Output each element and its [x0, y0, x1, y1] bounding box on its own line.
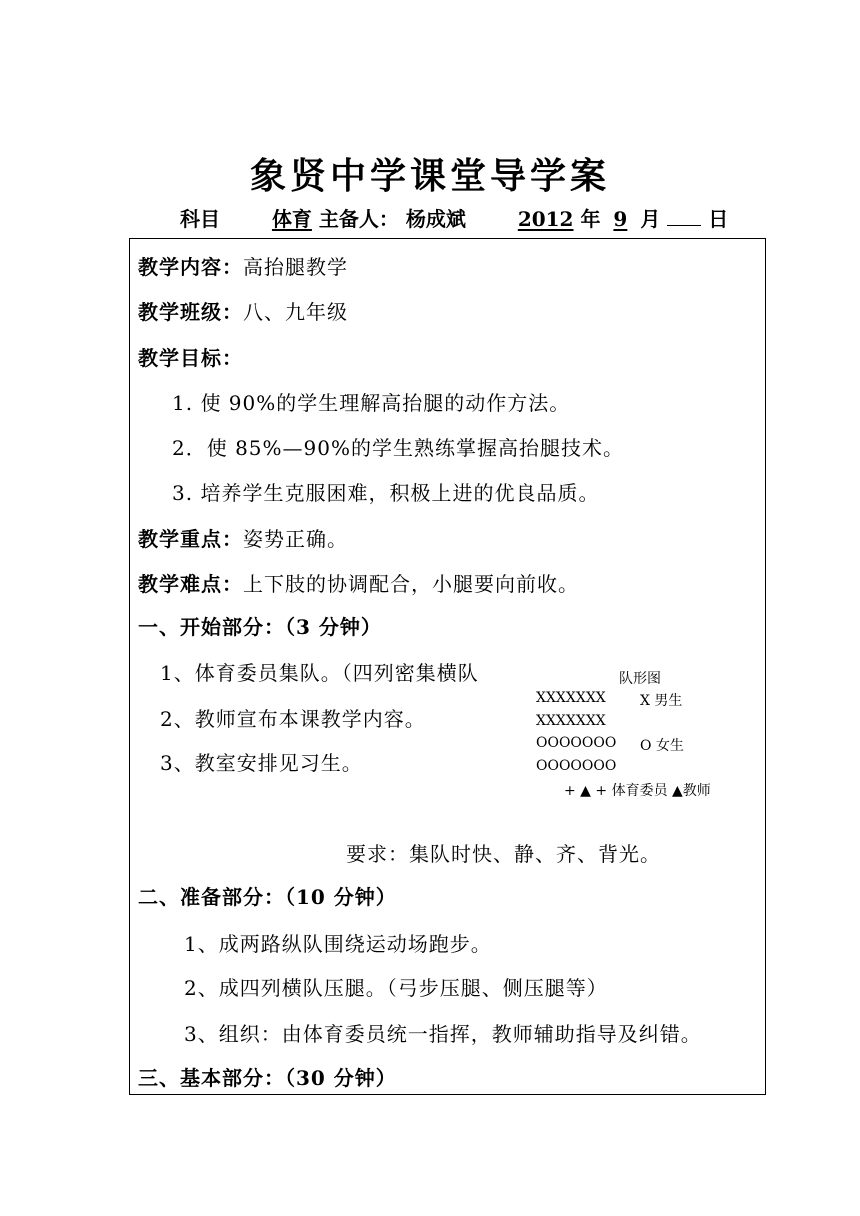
part1-item: 1、体育委员集队。（四列密集横队: [160, 661, 479, 685]
teaching-difficulty: [138, 568, 579, 597]
difficulty-value: 上下肢的协调配合，小腿要向前收。: [243, 572, 579, 596]
legend-bottom: + ▲ + 体育委员 ▲教师: [564, 783, 711, 799]
teaching-content-label: 教学内容：: [138, 255, 243, 279]
teaching-content: [138, 251, 348, 280]
requirement: 要求：集队时快、静、齐、背光。: [346, 842, 661, 866]
part2-title: 二、准备部分：（10 分钟）: [138, 885, 397, 909]
goal-item: 3. 培养学生克服困难，积极上进的优良品质。: [172, 481, 600, 505]
day-blank: [667, 207, 701, 226]
page-title: 象贤中学课堂导学案: [249, 155, 610, 197]
part2-item: 2、成四列横队压腿。（弓步压腿、侧压腿等）: [184, 976, 608, 1000]
month-value: 9: [613, 207, 628, 231]
part2-item: 1、成两路纵队围绕运动场跑步。: [184, 932, 492, 956]
goal-item: 2．使 85%—90%的学生熟练掌握高抬腿技术。: [172, 436, 624, 460]
month-unit: 月: [640, 207, 661, 231]
teaching-class: [138, 296, 348, 325]
legend-male: X 男生: [640, 693, 683, 709]
teaching-key-point: [138, 523, 348, 552]
key-value: 姿势正确。: [243, 527, 348, 551]
header-meta: [180, 203, 728, 232]
formation-title: 队形图: [619, 671, 661, 687]
year-value: 2012: [517, 207, 574, 231]
year-unit: 年: [580, 207, 601, 231]
formation-row: XXXXXXX: [536, 713, 606, 729]
goal-item: 1. 使 90%的学生理解高抬腿的动作方法。: [172, 391, 571, 415]
part1-item: 3、教室安排见习生。: [160, 751, 363, 775]
class-label: 教学班级：: [138, 300, 243, 324]
part1-title: 一、开始部分：（3 分钟）: [138, 615, 382, 639]
part2-item: 3、组织：由体育委员统一指挥，教师辅助指导及纠错。: [184, 1022, 702, 1046]
part1-item: 2、教师宣布本课教学内容。: [160, 707, 426, 731]
subject-label: 科目: [180, 207, 220, 231]
preparer-value: 杨成斌: [405, 207, 466, 231]
subject-value: 体育: [271, 207, 312, 231]
formation-row: XXXXXXX: [536, 690, 606, 706]
part3-title: 三、基本部分：（30 分钟）: [138, 1066, 397, 1090]
legend-female: O 女生: [640, 738, 684, 754]
goals-label: 教学目标：: [138, 346, 243, 370]
preparer-label: 主备人：: [318, 207, 399, 231]
key-label: 教学重点：: [138, 527, 243, 551]
difficulty-label: 教学难点：: [138, 572, 243, 596]
class-value: 八、九年级: [243, 300, 348, 324]
teaching-content-value: 高抬腿教学: [243, 255, 348, 279]
day-unit: 日: [708, 207, 729, 231]
formation-row: OOOOOOO: [536, 758, 617, 774]
formation-row: OOOOOOO: [536, 735, 617, 751]
